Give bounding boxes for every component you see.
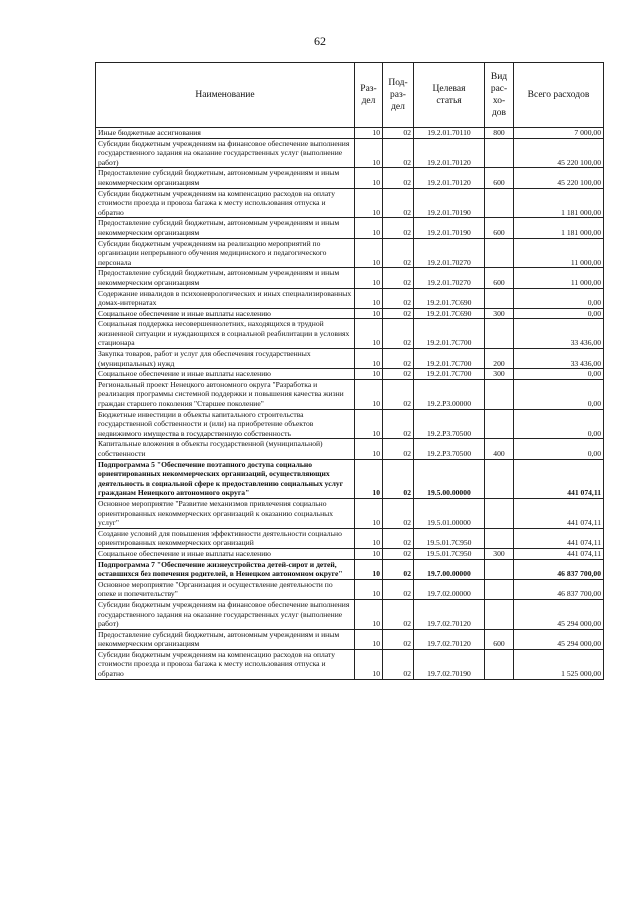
row-vid (485, 559, 514, 579)
table-row (96, 649, 604, 679)
row-podrazdel: 02 (383, 559, 414, 579)
row-target: 19.2.01.7С690 (414, 288, 485, 308)
table-row (96, 188, 604, 218)
table-row (96, 559, 604, 579)
row-vid (485, 138, 514, 168)
row-vid: 300 (485, 548, 514, 559)
row-razdel: 10 (355, 268, 383, 288)
row-name: Подпрограмма 5 "Обеспечение поэтапного доступа социально ориентированных некоммерческих организаций, осуществляющих деятельность в социальной сфере к предоставлению социальных услуг гражданам Ненецкого автономного округа" (96, 459, 355, 498)
row-razdel: 10 (355, 599, 383, 629)
row-podrazdel: 02 (383, 128, 414, 139)
row-target: 19.2.01.7С690 (414, 308, 485, 319)
row-vid: 800 (485, 128, 514, 139)
row-vid: 200 (485, 349, 514, 369)
row-total: 441 074,11 (514, 528, 604, 548)
row-podrazdel: 02 (383, 288, 414, 308)
row-name: Социальное обеспечение и иные выплаты населению (96, 369, 355, 380)
row-target: 19.7.02.70120 (414, 629, 485, 649)
row-total: 46 837 700,00 (514, 559, 604, 579)
row-name: Предоставление субсидий бюджетным, автономным учреждениям и иным некоммерческим организациям (96, 268, 355, 288)
row-vid: 300 (485, 369, 514, 380)
table-row (96, 238, 604, 268)
row-target: 19.5.01.7С950 (414, 548, 485, 559)
row-razdel: 10 (355, 168, 383, 188)
row-razdel: 10 (355, 559, 383, 579)
table-row (96, 268, 604, 288)
row-name: Создание условий для повышения эффективности деятельности социально ориентированных некоммерческих организаций (96, 528, 355, 548)
row-razdel: 10 (355, 439, 383, 459)
header-podrazdel: Под- раз- дел (383, 63, 414, 128)
table-row (96, 128, 604, 139)
row-razdel: 10 (355, 349, 383, 369)
row-vid (485, 238, 514, 268)
row-name: Предоставление субсидий бюджетным, автономным учреждениям и иным некоммерческим организациям (96, 168, 355, 188)
row-target: 19.5.01.7С950 (414, 528, 485, 548)
row-razdel: 10 (355, 369, 383, 380)
table-body (96, 128, 604, 680)
row-target: 19.2.Р3.00000 (414, 379, 485, 409)
row-razdel: 10 (355, 128, 383, 139)
row-vid: 300 (485, 308, 514, 319)
row-name: Предоставление субсидий бюджетным, автономным учреждениям и иным некоммерческим организациям (96, 218, 355, 238)
table-row (96, 308, 604, 319)
row-podrazdel: 02 (383, 188, 414, 218)
row-total: 45 220 100,00 (514, 138, 604, 168)
row-target: 19.2.01.70270 (414, 238, 485, 268)
row-target: 19.2.01.70110 (414, 128, 485, 139)
table-row (96, 379, 604, 409)
table-row (96, 349, 604, 369)
header-razdel: Раз- дел (355, 63, 383, 128)
row-target: 19.2.01.70120 (414, 168, 485, 188)
table-row (96, 369, 604, 380)
row-name: Социальное обеспечение и иные выплаты населению (96, 308, 355, 319)
row-name: Закупка товаров, работ и услуг для обеспечения государственных (муниципальных) нужд (96, 349, 355, 369)
table-row (96, 579, 604, 599)
row-podrazdel: 02 (383, 498, 414, 528)
row-total: 0,00 (514, 369, 604, 380)
row-total: 45 294 000,00 (514, 599, 604, 629)
row-podrazdel: 02 (383, 459, 414, 498)
row-name: Субсидии бюджетным учреждениям на финансовое обеспечение выполнения государственного задания на оказание государственных услуг (выполнение работ) (96, 138, 355, 168)
row-vid (485, 288, 514, 308)
table-row (96, 439, 604, 459)
row-podrazdel: 02 (383, 409, 414, 439)
row-razdel: 10 (355, 188, 383, 218)
row-name: Подпрограмма 7 "Обеспечение жизнеустройства детей-сирот и детей, оставшихся без попечения родителей, в Ненецком автономном округе" (96, 559, 355, 579)
row-target: 19.2.01.70270 (414, 268, 485, 288)
row-podrazdel: 02 (383, 599, 414, 629)
row-vid (485, 599, 514, 629)
row-name: Капитальные вложения в объекты государственной (муниципальной) собственности (96, 439, 355, 459)
row-total: 11 000,00 (514, 238, 604, 268)
table-row (96, 409, 604, 439)
row-total: 7 000,00 (514, 128, 604, 139)
row-podrazdel: 02 (383, 238, 414, 268)
row-razdel: 10 (355, 409, 383, 439)
row-total: 1 181 000,00 (514, 218, 604, 238)
row-razdel: 10 (355, 308, 383, 319)
row-vid (485, 319, 514, 349)
header-name: Наименование (96, 63, 355, 128)
table-row (96, 528, 604, 548)
row-podrazdel: 02 (383, 268, 414, 288)
row-name: Субсидии бюджетным учреждениям на компенсацию расходов на оплату стоимости проезда и провоза багажа к месту использования отпуска и обратно (96, 188, 355, 218)
row-name: Субсидии бюджетным учреждениям на финансовое обеспечение выполнения государственного задания на оказание государственных услуг (выполнение работ) (96, 599, 355, 629)
row-total: 441 074,11 (514, 498, 604, 528)
page-number: 62 (314, 34, 326, 48)
row-razdel: 10 (355, 649, 383, 679)
row-podrazdel: 02 (383, 349, 414, 369)
row-razdel: 10 (355, 579, 383, 599)
table-row (96, 218, 604, 238)
row-podrazdel: 02 (383, 308, 414, 319)
row-target: 19.2.01.70190 (414, 218, 485, 238)
budget-table (95, 62, 604, 680)
row-vid: 600 (485, 268, 514, 288)
row-vid (485, 579, 514, 599)
row-razdel: 10 (355, 629, 383, 649)
row-razdel: 10 (355, 379, 383, 409)
row-podrazdel: 02 (383, 369, 414, 380)
row-target: 19.7.02.70190 (414, 649, 485, 679)
row-podrazdel: 02 (383, 218, 414, 238)
row-razdel: 10 (355, 498, 383, 528)
row-name: Субсидии бюджетным учреждениям на реализацию мероприятий по организации непрерывного обучения медицинского и педагогического персонала (96, 238, 355, 268)
row-podrazdel: 02 (383, 548, 414, 559)
row-total: 441 074,11 (514, 459, 604, 498)
table-row (96, 629, 604, 649)
row-vid (485, 188, 514, 218)
row-total: 0,00 (514, 379, 604, 409)
row-total: 441 074,11 (514, 548, 604, 559)
table-row (96, 459, 604, 498)
row-vid: 600 (485, 168, 514, 188)
row-razdel: 10 (355, 459, 383, 498)
row-razdel: 10 (355, 238, 383, 268)
header-target: Целевая статья (414, 63, 485, 128)
row-razdel: 10 (355, 218, 383, 238)
row-total: 0,00 (514, 308, 604, 319)
row-total: 33 436,00 (514, 349, 604, 369)
row-total: 45 220 100,00 (514, 168, 604, 188)
row-target: 19.2.Р3.70500 (414, 439, 485, 459)
row-target: 19.2.01.7С700 (414, 349, 485, 369)
row-vid: 400 (485, 439, 514, 459)
row-total: 1 525 000,00 (514, 649, 604, 679)
row-total: 0,00 (514, 288, 604, 308)
row-total: 11 000,00 (514, 268, 604, 288)
row-name: Основное мероприятие "Развитие механизмов привлечения социально ориентированных некоммерческих организаций к оказанию социальных услуг" (96, 498, 355, 528)
row-name: Бюджетные инвестиции в объекты капитального строительства государственной собственности и (или) на приобретение объектов недвижимого имущества в государственную собственность (96, 409, 355, 439)
table-row (96, 548, 604, 559)
row-total: 46 837 700,00 (514, 579, 604, 599)
row-razdel: 10 (355, 138, 383, 168)
table-row (96, 138, 604, 168)
row-vid: 600 (485, 629, 514, 649)
row-total: 1 181 000,00 (514, 188, 604, 218)
row-target: 19.2.01.7С700 (414, 319, 485, 349)
row-name: Субсидии бюджетным учреждениям на компенсацию расходов на оплату стоимости проезда и провоза багажа к месту использования отпуска и обратно (96, 649, 355, 679)
row-razdel: 10 (355, 288, 383, 308)
row-podrazdel: 02 (383, 649, 414, 679)
row-podrazdel: 02 (383, 629, 414, 649)
row-target: 19.2.01.7С700 (414, 369, 485, 380)
row-podrazdel: 02 (383, 379, 414, 409)
row-vid: 600 (485, 218, 514, 238)
row-vid (485, 498, 514, 528)
row-target: 19.7.00.00000 (414, 559, 485, 579)
row-name: Иные бюджетные ассигнования (96, 128, 355, 139)
row-name: Содержание инвалидов в психоневрологических и иных специализированных домах-интернатах (96, 288, 355, 308)
row-vid (485, 528, 514, 548)
row-name: Социальное обеспечение и иные выплаты населению (96, 548, 355, 559)
row-podrazdel: 02 (383, 319, 414, 349)
row-target: 19.2.01.70120 (414, 138, 485, 168)
table-row (96, 599, 604, 629)
table-row (96, 498, 604, 528)
row-name: Социальная поддержка несовершеннолетних, находящихся в трудной жизненной ситуации и нуждающихся в социальной реабилитации в условиях стационара (96, 319, 355, 349)
table-row (96, 319, 604, 349)
row-podrazdel: 02 (383, 528, 414, 548)
table-row (96, 288, 604, 308)
header-total: Всего расходов (514, 63, 604, 128)
row-name: Основное мероприятие "Организация и осуществление деятельности по опеке и попечительству" (96, 579, 355, 599)
row-target: 19.7.02.00000 (414, 579, 485, 599)
row-total: 0,00 (514, 409, 604, 439)
row-razdel: 10 (355, 528, 383, 548)
header-vid: Вид рас- хо- дов (485, 63, 514, 128)
header-row (96, 63, 604, 128)
row-target: 19.2.Р3.70500 (414, 409, 485, 439)
row-vid (485, 409, 514, 439)
row-podrazdel: 02 (383, 439, 414, 459)
row-podrazdel: 02 (383, 168, 414, 188)
row-target: 19.2.01.70190 (414, 188, 485, 218)
table-row (96, 168, 604, 188)
row-vid (485, 649, 514, 679)
row-total: 33 436,00 (514, 319, 604, 349)
row-vid (485, 459, 514, 498)
row-razdel: 10 (355, 548, 383, 559)
row-total: 0,00 (514, 439, 604, 459)
row-vid (485, 379, 514, 409)
row-podrazdel: 02 (383, 579, 414, 599)
row-razdel: 10 (355, 319, 383, 349)
row-podrazdel: 02 (383, 138, 414, 168)
row-total: 45 294 000,00 (514, 629, 604, 649)
row-name: Предоставление субсидий бюджетным, автономным учреждениям и иным некоммерческим организациям (96, 629, 355, 649)
row-target: 19.5.01.00000 (414, 498, 485, 528)
row-target: 19.5.00.00000 (414, 459, 485, 498)
row-name: Региональный проект Ненецкого автономного округа "Разработка и реализация программы системной поддержки и повышения качества жизни граждан старшего поколения "Старшее поколение" (96, 379, 355, 409)
row-target: 19.7.02.70120 (414, 599, 485, 629)
